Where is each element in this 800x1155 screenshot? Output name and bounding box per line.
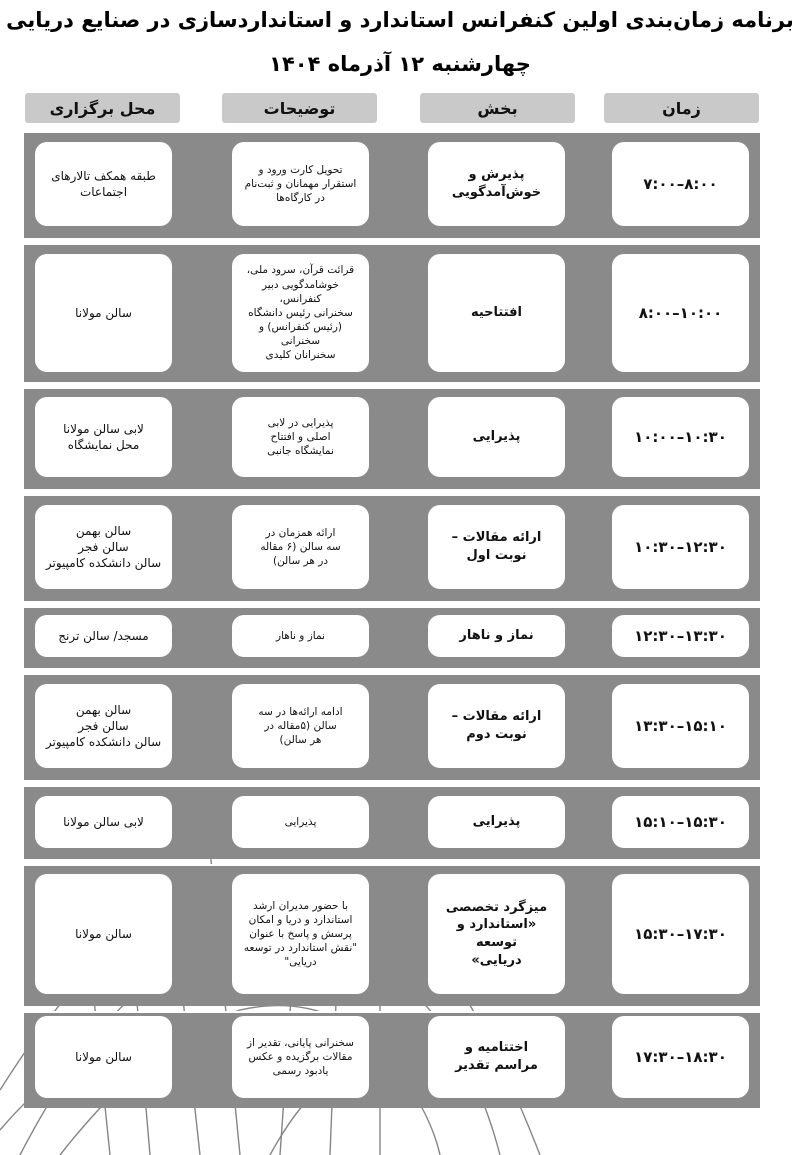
row-description: ادامه ارائه‌ها در سه سالن (۵مقاله در هر سالن) [232,684,369,768]
row-description: پذیرایی در لابی اصلی و افتتاح نمایشگاه جانبی [232,397,369,477]
row-venue: طبقه همکف تالارهای اجتماعات [35,142,172,226]
row-venue: سالن مولانا [35,1016,172,1098]
row-time: ۱۷:۳۰–۱۸:۳۰ [612,1016,749,1098]
row-venue: مسجد/ سالن ترنج [35,615,172,657]
row-time: ۱۵:۳۰–۱۷:۳۰ [612,874,749,994]
header-description: توضیحات [222,93,377,123]
row-time: ۱۰:۳۰–۱۲:۳۰ [612,505,749,589]
row-time: ۸:۰۰–۱۰:۰۰ [612,254,749,372]
row-section: اختتامیه و مراسم تقدیر [428,1016,565,1098]
row-description: تحویل کارت ورود و استقرار مهمانان و ثبت‌نام در کارگاه‌ها [232,142,369,226]
row-description: نماز و ناهار [232,615,369,657]
row-time: ۱۵:۱۰–۱۵:۳۰ [612,796,749,848]
row-venue: لابی سالن مولانا [35,796,172,848]
header-time: زمان [604,93,759,123]
row-venue: سالن مولانا [35,254,172,372]
row-description: سخنرانی پایانی، تقدیر از مقالات برگزیده و عکس یادبود رسمی [232,1016,369,1098]
header-venue: محل برگزاری [25,93,180,123]
row-section: پذیرش و خوش‌آمدگویی [428,142,565,226]
row-description: ارائه همزمان در سه سالن (۶ مقاله در هر سالن) [232,505,369,589]
header-section: بخش [420,93,575,123]
page-title: برنامه زمان‌بندی اولین کنفرانس استاندارد و استانداردسازی در صنایع دریایی [6,8,794,32]
row-description: پذیرایی [232,796,369,848]
row-description: قرائت قرآن، سرود ملی، خوشامدگویی دبیر کنفرانس، سخنرانی رئیس دانشگاه (رئیس کنفرانس) و سخنرانی سخنرانان کلیدی [232,254,369,372]
row-time: ۱۳:۳۰–۱۵:۱۰ [612,684,749,768]
row-time: ۱۲:۳۰–۱۳:۳۰ [612,615,749,657]
row-section: نماز و ناهار [428,615,565,657]
row-venue: لابی سالن مولانا محل نمایشگاه [35,397,172,477]
row-section: پذیرایی [428,796,565,848]
row-section: پذیرایی [428,397,565,477]
page-subtitle-date: چهارشنبه ۱۲ آذرماه ۱۴۰۴ [269,52,531,76]
row-venue: سالن بهمن سالن فجر سالن دانشکده کامپیوتر [35,684,172,768]
row-description: با حضور مدیران ارشد استاندارد و دریا و امکان پرسش و پاسخ با عنوان "نقش استاندارد در توسعه دریایی" [232,874,369,994]
row-section: ارائه مقالات – نوبت اول [428,505,565,589]
row-venue: سالن مولانا [35,874,172,994]
row-section: ارائه مقالات – نوبت دوم [428,684,565,768]
row-time: ۷:۰۰–۸:۰۰ [612,142,749,226]
row-section: میزگرد تخصصی «استاندارد و توسعه دریایی» [428,874,565,994]
row-venue: سالن بهمن سالن فجر سالن دانشکده کامپیوتر [35,505,172,589]
row-section: افتتاحیه [428,254,565,372]
row-time: ۱۰:۰۰–۱۰:۳۰ [612,397,749,477]
